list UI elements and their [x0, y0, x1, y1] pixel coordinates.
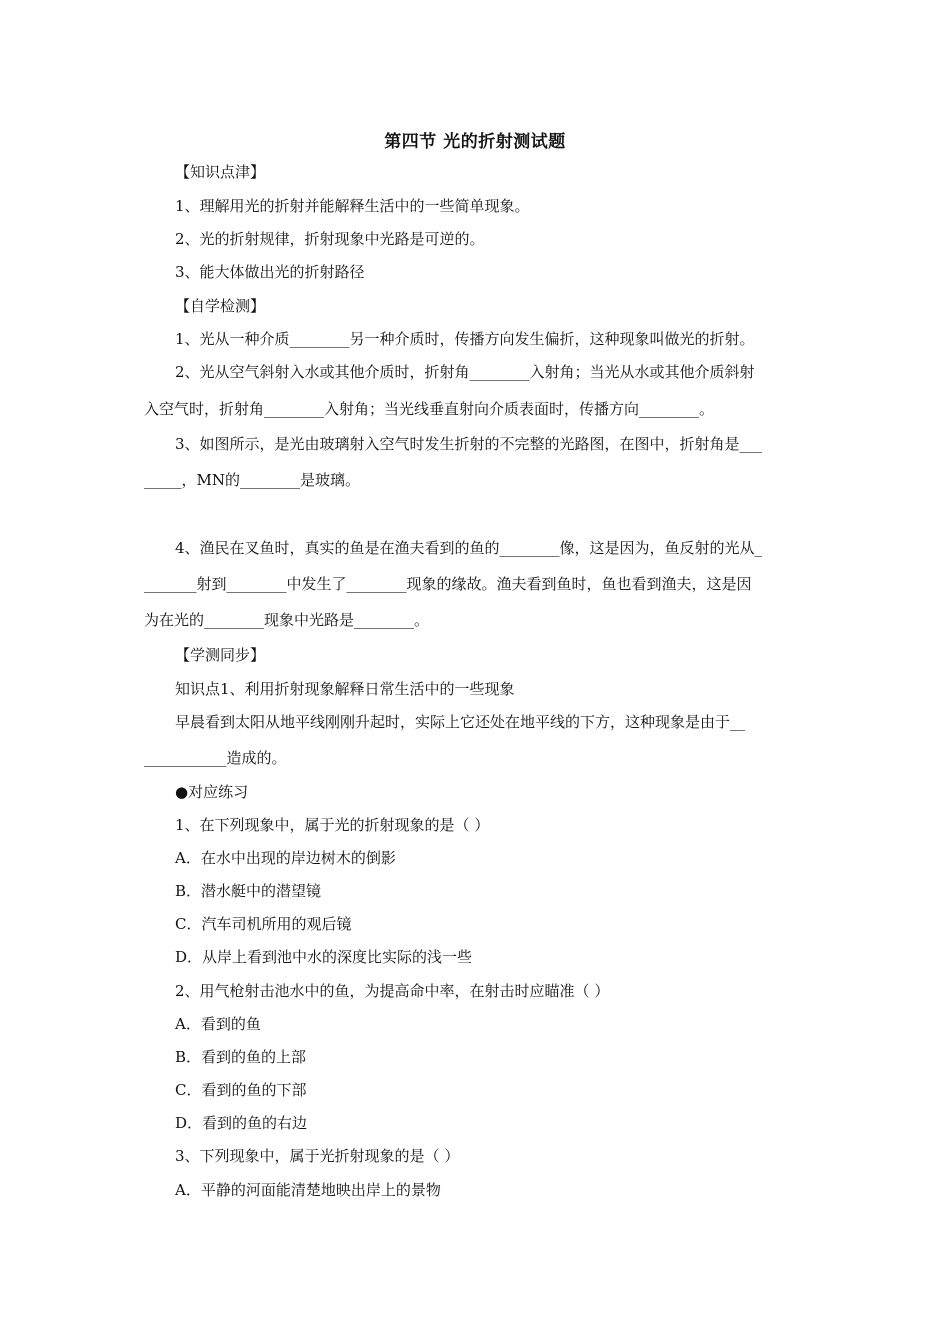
option-line: A．平静的河面能清楚地映出岸上的景物 [175, 1181, 441, 1199]
question-line: _______射到________中发生了________现象的缘故。渔夫看到鱼时，鱼也看到渔夫，这是因 [144, 575, 752, 593]
option-line: B．看到的鱼的上部 [175, 1048, 307, 1066]
option-line: A．在水中出现的岸边树木的倒影 [175, 849, 396, 867]
question-line: ___________造成的。 [144, 749, 287, 767]
option-line: D．从岸上看到池中水的深度比实际的浅一些 [175, 948, 473, 966]
question-line: 3、下列现象中，属于光折射现象的是（ ） [175, 1147, 460, 1165]
knowledge-point: 知识点1、利用折射现象解释日常生活中的一些现象 [175, 680, 515, 698]
question-line: 2、用气枪射击池水中的鱼，为提高命中率，在射击时应瞄准（ ） [175, 982, 610, 1000]
question-line: 1、光从一种介质________另一种介质时，传播方向发生偏折，这种现象叫做光的折射。 [175, 330, 755, 348]
question-line: 4、渔民在叉鱼时，真实的鱼是在渔夫看到的鱼的________像，这是因为，鱼反射的光从_ [175, 539, 763, 557]
knowledge-item: 2、光的折射规律，折射现象中光路是可逆的。 [175, 230, 485, 248]
knowledge-item: 1、理解用光的折射并能解释生活中的一些简单现象。 [175, 197, 530, 215]
knowledge-item: 3、能大体做出光的折射路径 [175, 263, 365, 281]
section-header-knowledge: 【知识点津】 [175, 163, 266, 181]
option-line: C．汽车司机所用的观后镜 [175, 915, 352, 933]
question-line: 为在光的________现象中光路是________。 [144, 611, 430, 629]
page-title: 第四节 光的折射测试题 [384, 132, 566, 152]
section-header-sync: 【学测同步】 [175, 646, 266, 664]
question-line: 1、在下列现象中，属于光的折射现象的是（ ） [175, 816, 490, 834]
question-line: _____，MN的________是玻璃。 [144, 471, 360, 489]
section-header-selfcheck: 【自学检测】 [175, 297, 266, 315]
option-line: A．看到的鱼 [175, 1015, 261, 1033]
option-line: C．看到的鱼的下部 [175, 1081, 307, 1099]
option-line: D．看到的鱼的右边 [175, 1114, 308, 1132]
question-line: 2、光从空气斜射入水或其他介质时，折射角________入射角；当光从水或其他介质斜射 [175, 363, 755, 381]
practice-header: ●对应练习 [175, 783, 249, 801]
question-line: 3、如图所示，是光由玻璃射入空气时发生折射的不完整的光路图，在图中，折射角是___ [175, 435, 763, 453]
option-line: B．潜水艇中的潜望镜 [175, 882, 322, 900]
question-line: 入空气时，折射角________入射角；当光线垂直射向介质表面时，传播方向________。 [144, 400, 715, 418]
question-line: 早晨看到太阳从地平线刚刚升起时，实际上它还处在地平线的下方，这种现象是由于__ [175, 713, 746, 731]
